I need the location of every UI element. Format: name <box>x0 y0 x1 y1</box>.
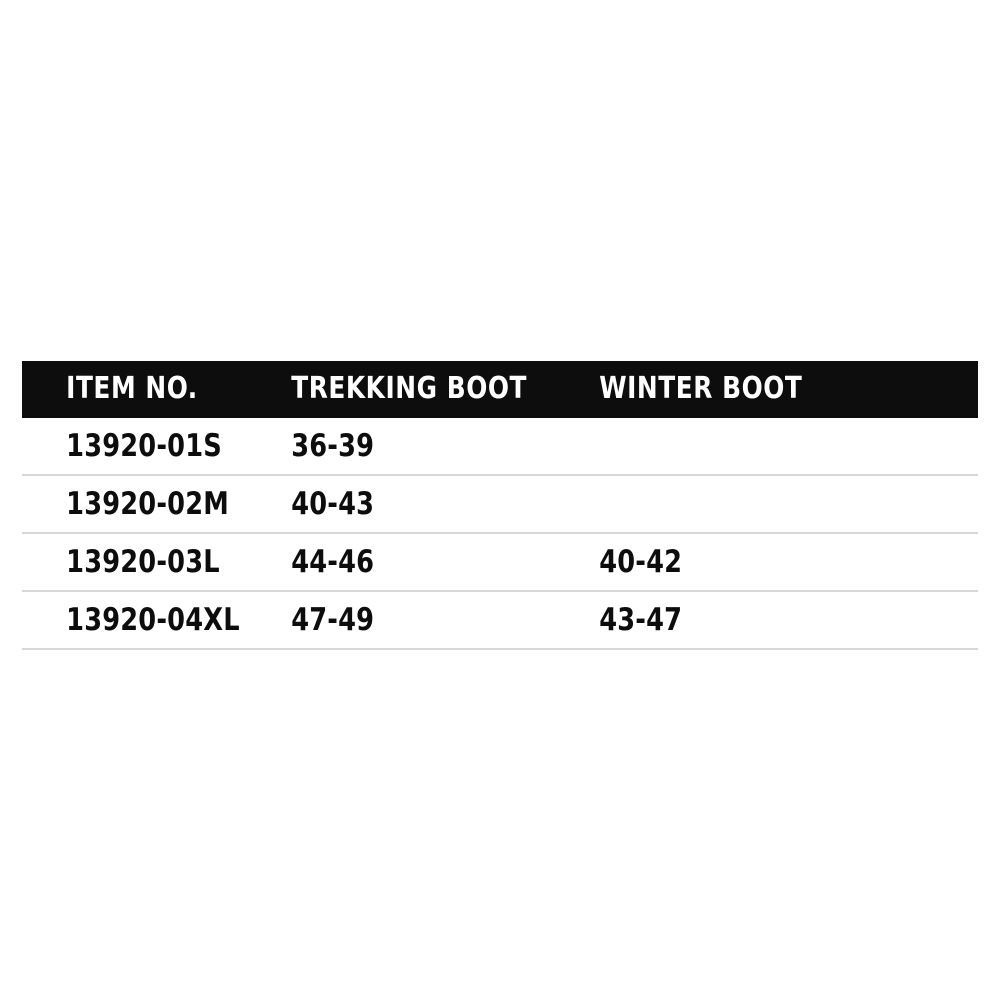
cell-item-no: 13920-04XL <box>22 591 261 649</box>
table-row <box>22 533 978 591</box>
cell-winter-boot <box>590 418 947 475</box>
cell-trekking-boot: 44-46 <box>282 533 565 591</box>
column-header-winter-boot: WINTER BOOT <box>599 371 803 406</box>
cell-winter-boot: 43-47 <box>590 591 947 649</box>
cell-trekking-boot: 47-49 <box>282 591 565 649</box>
table-header-row <box>22 361 978 418</box>
column-header-item-no: ITEM NO. <box>66 371 198 406</box>
cell-winter-boot: 40-42 <box>590 533 947 591</box>
cell-winter-boot <box>590 475 947 533</box>
cell-item-no: 13920-02M <box>22 475 261 533</box>
table-row <box>22 591 978 649</box>
cell-trekking-boot: 36-39 <box>282 418 565 475</box>
table-row <box>22 475 978 533</box>
table-row <box>22 418 978 475</box>
size-chart-table <box>22 361 978 650</box>
cell-trekking-boot: 40-43 <box>282 475 565 533</box>
table-body <box>22 418 978 649</box>
cell-item-no: 13920-03L <box>22 533 261 591</box>
table-header <box>22 361 978 418</box>
cell-item-no: 13920-01S <box>22 418 261 475</box>
column-header-trekking-boot: TREKKING BOOT <box>291 371 527 406</box>
